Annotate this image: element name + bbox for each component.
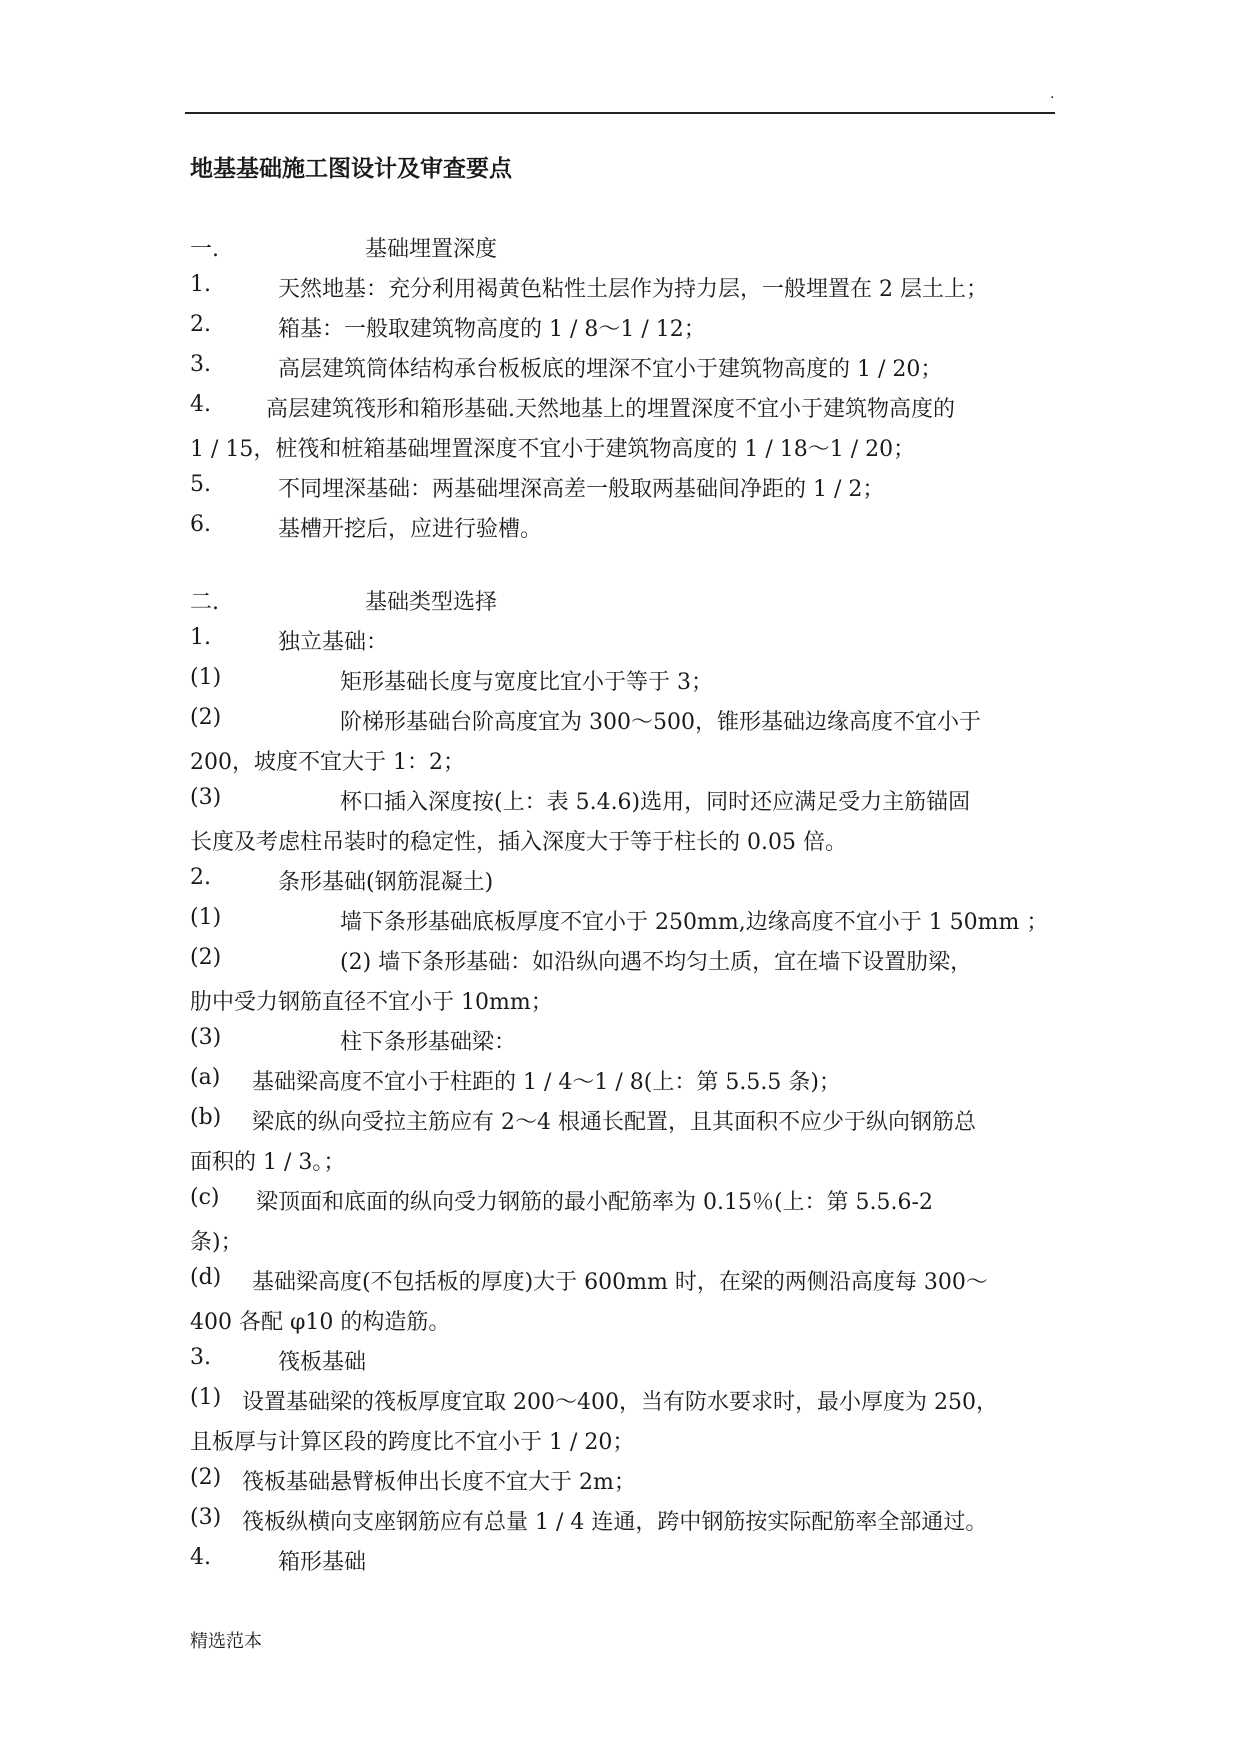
line-number: (b) bbox=[190, 1105, 222, 1130]
line-text: 独立基础： bbox=[278, 630, 389, 655]
text-line bbox=[190, 865, 1060, 895]
line-text: 杯口插入深度按(上：表 5.4.6)选用，同时还应满足受力主筋锚固 bbox=[340, 790, 971, 815]
text-line bbox=[190, 1545, 1060, 1575]
line-text: 条)； bbox=[190, 1230, 243, 1255]
text-line bbox=[190, 905, 1060, 935]
text-line bbox=[190, 785, 1060, 815]
line-text: 矩形基础长度与宽度比宜小于等于 3； bbox=[340, 670, 713, 695]
text-line bbox=[190, 585, 1060, 615]
line-text: 设置基础梁的筏板厚度宜取 200～400，当有防水要求时，最小厚度为 250， bbox=[242, 1390, 998, 1415]
text-line bbox=[190, 472, 1060, 502]
line-number: 3. bbox=[190, 1345, 211, 1370]
text-line bbox=[190, 1265, 1060, 1295]
line-text: 墙下条形基础底板厚度不宜小于 250mm,边缘高度不宜小于 1 50mm ； bbox=[340, 910, 1049, 935]
text-line bbox=[190, 705, 1060, 735]
line-text: 阶梯形基础台阶高度宜为 300～500，锥形基础边缘高度不宜小于 bbox=[340, 710, 981, 735]
line-number: (2) bbox=[190, 705, 222, 730]
line-text: 箱形基础 bbox=[278, 1550, 367, 1575]
line-text: 箱基：一般取建筑物高度的 1 / 8～1 / 12； bbox=[278, 317, 706, 342]
line-number: 4. bbox=[190, 1545, 211, 1570]
line-text: 基础梁高度不宜小于柱距的 1 / 4～1 / 8(上：第 5.5.5 条)； bbox=[252, 1070, 841, 1095]
text-line bbox=[190, 512, 1060, 542]
text-line bbox=[190, 1105, 1060, 1135]
line-number: 4. bbox=[190, 392, 211, 417]
text-line bbox=[190, 1425, 1060, 1455]
text-line bbox=[190, 1225, 1060, 1255]
line-number: 一. bbox=[190, 237, 219, 262]
text-line bbox=[190, 232, 1060, 262]
line-number: 2. bbox=[190, 865, 211, 890]
line-number: 6. bbox=[190, 512, 211, 537]
line-number: 二. bbox=[190, 590, 219, 615]
line-text: 200，坡度不宜大于 1：2； bbox=[190, 750, 465, 775]
text-line bbox=[190, 985, 1060, 1015]
line-text: 且板厚与计算区段的跨度比不宜小于 1 / 20； bbox=[190, 1430, 635, 1455]
text-line bbox=[190, 392, 1060, 422]
line-text: 不同埋深基础：两基础埋深高差一般取两基础间净距的 1 / 2； bbox=[278, 477, 885, 502]
line-text: 长度及考虑柱吊装时的稳定性，插入深度大于等于柱长的 0.05 倍。 bbox=[190, 830, 847, 855]
line-number: (1) bbox=[190, 665, 222, 690]
line-text: 400 各配 φ10 的构造筋。 bbox=[190, 1310, 451, 1335]
text-line bbox=[190, 1505, 1060, 1535]
line-number: (1) bbox=[190, 905, 222, 930]
line-number: (d) bbox=[190, 1265, 222, 1290]
line-text: 肋中受力钢筋直径不宜小于 10mm； bbox=[190, 990, 553, 1015]
line-number: 1. bbox=[190, 625, 211, 650]
line-text: 梁底的纵向受拉主筋应有 2～4 根通长配置，且其面积不应少于纵向钢筋总 bbox=[252, 1110, 976, 1135]
line-number: (2) bbox=[190, 1465, 222, 1490]
line-number: (3) bbox=[190, 785, 222, 810]
header-mark: . bbox=[1050, 86, 1055, 102]
text-line bbox=[190, 1465, 1060, 1495]
line-text: 筏板基础 bbox=[278, 1350, 367, 1375]
header-rule bbox=[185, 112, 1055, 114]
line-number: (a) bbox=[190, 1065, 221, 1090]
line-text: 梁顶面和底面的纵向受力钢筋的最小配筋率为 0.15％(上：第 5.5.6-2 bbox=[256, 1190, 933, 1215]
line-text: 天然地基：充分利用褐黄色粘性土层作为持力层，一般埋置在 2 层土上； bbox=[278, 277, 988, 302]
line-number: 5. bbox=[190, 472, 211, 497]
text-line bbox=[190, 1385, 1060, 1415]
line-text: 柱下条形基础梁： bbox=[340, 1030, 517, 1055]
text-line bbox=[190, 1305, 1060, 1335]
line-number: 1. bbox=[190, 272, 211, 297]
line-number: (3) bbox=[190, 1025, 222, 1050]
text-line bbox=[190, 272, 1060, 302]
line-text: 基础类型选择 bbox=[365, 590, 498, 615]
text-line bbox=[190, 745, 1060, 775]
line-text: 基础梁高度(不包括板的厚度)大于 600mm 时，在梁的两侧沿高度每 300～ bbox=[252, 1270, 988, 1295]
text-line bbox=[190, 945, 1060, 975]
text-line bbox=[190, 1345, 1060, 1375]
text-line bbox=[190, 352, 1060, 382]
text-line bbox=[190, 312, 1060, 342]
line-text: (2) 墙下条形基础：如沿纵向遇不均匀土质，宜在墙下设置肋梁， bbox=[340, 950, 973, 975]
line-text: 1 / 15，桩筏和桩箱基础埋置深度不宜小于建筑物高度的 1 / 18～1 / 20； bbox=[190, 437, 916, 462]
text-line bbox=[190, 1185, 1060, 1215]
line-number: (c) bbox=[190, 1185, 220, 1210]
line-number: (3) bbox=[190, 1505, 222, 1530]
footer-text: 精选范本 bbox=[190, 1631, 262, 1652]
line-text: 高层建筑筏形和箱形基础.天然地基上的埋置深度不宜小于建筑物高度的 bbox=[266, 397, 955, 422]
text-line bbox=[190, 432, 1060, 462]
line-text: 基槽开挖后，应进行验槽。 bbox=[278, 517, 543, 542]
line-number: 2. bbox=[190, 312, 211, 337]
line-number: (2) bbox=[190, 945, 222, 970]
text-line bbox=[190, 1145, 1060, 1175]
line-text: 面积的 1 / 3。； bbox=[190, 1150, 346, 1175]
line-text: 筏板纵横向支座钢筋应有总量 1 / 4 连通，跨中钢筋按实际配筋率全部通过。 bbox=[242, 1510, 988, 1535]
line-text: 高层建筑筒体结构承台板板底的埋深不宜小于建筑物高度的 1 / 20； bbox=[278, 357, 943, 382]
line-number: (1) bbox=[190, 1385, 222, 1410]
text-line bbox=[190, 625, 1060, 655]
document-title: 地基基础施工图设计及审查要点 bbox=[190, 155, 512, 182]
line-number: 3. bbox=[190, 352, 211, 377]
text-line bbox=[190, 1065, 1060, 1095]
line-text: 筏板基础悬臂板伸出长度不宜大于 2m； bbox=[242, 1470, 636, 1495]
line-text: 基础埋置深度 bbox=[365, 237, 498, 262]
text-line bbox=[190, 1025, 1060, 1055]
line-text: 条形基础(钢筋混凝土) bbox=[278, 870, 494, 895]
text-line bbox=[190, 825, 1060, 855]
text-line bbox=[190, 665, 1060, 695]
